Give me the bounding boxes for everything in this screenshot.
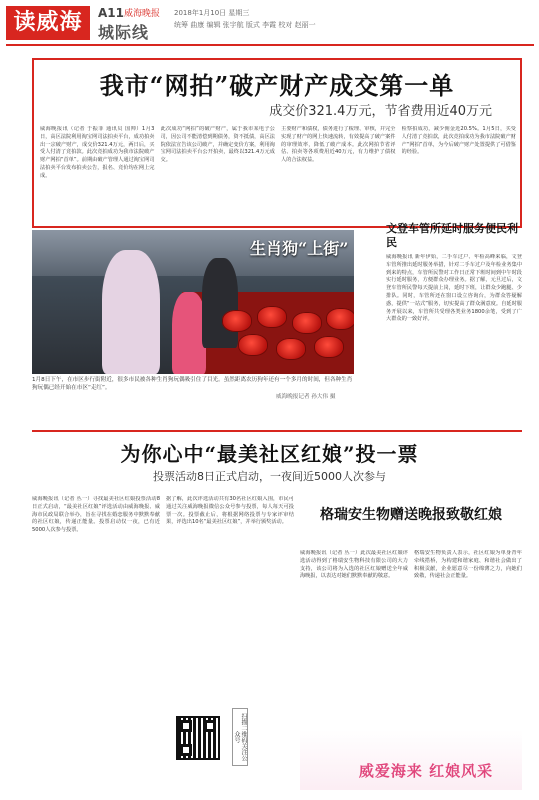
photo-person-woman xyxy=(102,250,160,374)
story3-column: 威海晚报讯（记者 丛一）此次最美社区红娘评选活动得到了格瑞安生物科技有限公司的大力支持，该公司将为入选的社区红娘赠送全年威海晚报，以表达对她们默默奉献的敬意。 xyxy=(300,550,408,580)
news-photo xyxy=(32,230,354,374)
pig-toy xyxy=(222,310,252,332)
lead-headline: 我市“网拍”破产财产成交第一单 xyxy=(99,71,455,100)
slogan: 威爱海来 红娘风采 xyxy=(358,762,494,780)
story2-columns xyxy=(32,496,294,706)
photo-person-child xyxy=(172,292,206,374)
qr-finder xyxy=(180,720,192,732)
lead-column: 主要财产和债权，债务进行了梳理、审核，并完全实现了财产的网上快速流转，有效提高了破产案件的审理效率，降低了破产成本。此次网拍节省评估、拍卖等各项费用近40万元，有力维护了债权人的合法权益。 xyxy=(281,126,396,164)
qr-finder xyxy=(204,720,216,732)
side-headline: 文登车管所延时服务便民利民 xyxy=(386,222,518,249)
masthead xyxy=(0,0,539,44)
section-name: 城际线 xyxy=(98,23,150,42)
lead-columns xyxy=(40,126,516,226)
photo-person-man xyxy=(202,258,238,348)
pig-toy xyxy=(257,306,287,328)
qr-finder xyxy=(180,744,192,756)
paper-name: 威海晚报 xyxy=(124,9,161,19)
photo-headline: 生肖狗“上街” xyxy=(250,239,349,258)
lead-column: 此次成功“网拍”的破产财产，属于我市某电子公司，因公司不能清偿到期债务，资不抵债，高区法院依法宣告该公司破产，并确定变价方案，利用淘宝网司法拍卖平台公开拍卖，最终以321.4万元成交。 xyxy=(160,126,275,164)
side-body: 威海晚报讯 新年伊始，二手车过户、年检高峰来临，文登车管所推出延时服务举措，针对二手车过户及年检业务集中到来的特点，车管所民警对工作日正常下班时间到中午时段实行延时服务，方便群众办理业务。据了解，元旦过后，文登车管所民警每天提前上岗，延时下班，让群众少跑腿、少排队。同时，车管所还在窗口设立咨询台，为群众答疑解惑，提供“一站式”服务，切实提高了群众满意度。自延时服务开展以来，车管所共受理各类业务1800余笔，受到了广大群众的一致好评。 xyxy=(386,254,522,323)
story3-headline: 格瑞安生物赠送晚报致敬红娘 xyxy=(320,507,502,523)
qr-code[interactable] xyxy=(176,716,220,760)
lead-column: 检察拍成功，减少佣金近20.5%。1月5日，买受人付清了竞拍款，此次竞拍成功为我市法院破产财产“网拍”首单，为今后破产财产处置提供了可借鉴的经验。 xyxy=(401,126,516,156)
photo-caption: 1月8日下午，在市区步行街附近，很多市民被各种生肖狗玩偶吸引住了目光。虽然距离农历狗年还有一个多月的时间，但各种生肖狗玩偶已经开始在市区“走红”。 xyxy=(32,377,353,391)
story2-headline: 为你心中“最美社区红娘”投一票 xyxy=(120,442,419,466)
story3-columns xyxy=(300,550,522,710)
page-number: A11 xyxy=(98,6,124,20)
pig-toy xyxy=(314,336,344,358)
staff-credits: 统筹 曲康 编辑 张宇航 版式 李霞 校对 赵丽一 xyxy=(174,21,316,29)
lead-column: 威海晚报讯（记者 于振菲 通讯员 国帅）1月3日，高区法院利用淘宝网司法拍卖平台，成功拍卖出一宗破产财产，成交价321.4万元，两日后，买受人付清了竞拍款。此次竞拍成功为我市法院破产财产网拍“首单”。前期由破产管理人通过淘宝网司法拍卖平台发布拍卖公告，报名、竞价均在网上完成。 xyxy=(40,126,155,179)
dateline: 2018年1月10日 星期三 xyxy=(174,9,250,17)
photo-credit: 威海晚报记者 孙大伟 摄 xyxy=(276,394,336,400)
section-divider xyxy=(32,430,522,432)
lead-story xyxy=(32,58,522,228)
side-story xyxy=(386,222,522,428)
masthead-rule xyxy=(6,44,534,46)
story2-column: 威海晚报讯（记者 丛一）寻找最美社区红娘投票活动8日正式启动，“最美社区红娘”评选活动由威海晚报、威海市民政局联合举办，旨在寻找在婚恋服务中默默奉献的社区红娘，传递正能量。投票启动仅一夜，已有近5000人次参与投票。 xyxy=(32,496,160,534)
qr-note: 扫描二维码关注公众号 xyxy=(232,708,248,766)
story2-column: 据了解，此次评选活动共有30名社区红娘入围，市民可通过关注威海晚报微信公众号参与投票，每人每天可投票一次。投票截止后，将根据网络投票与专家评审结果，评选出10名“最美社区红娘”，并举行颁奖活动。 xyxy=(166,496,294,526)
pig-toy xyxy=(276,338,306,360)
brand-logo: 读威海 xyxy=(6,6,90,40)
lead-subheadline: 成交价321.4万元，节省费用近40万元 xyxy=(269,104,492,119)
story3-column: 格瑞安生物负责人表示，社区红娘为单身青年牵线搭桥，为构建和谐家庭、和谐社会做出了积极贡献，企业愿意尽一份绵薄之力，向她们致敬，传递社会正能量。 xyxy=(414,550,522,580)
pig-toy xyxy=(326,308,354,330)
story2-subheadline: 投票活动8日正式启动，一夜间近5000人次参与 xyxy=(153,470,386,483)
pig-toy xyxy=(238,334,268,356)
pig-toy xyxy=(292,312,322,334)
